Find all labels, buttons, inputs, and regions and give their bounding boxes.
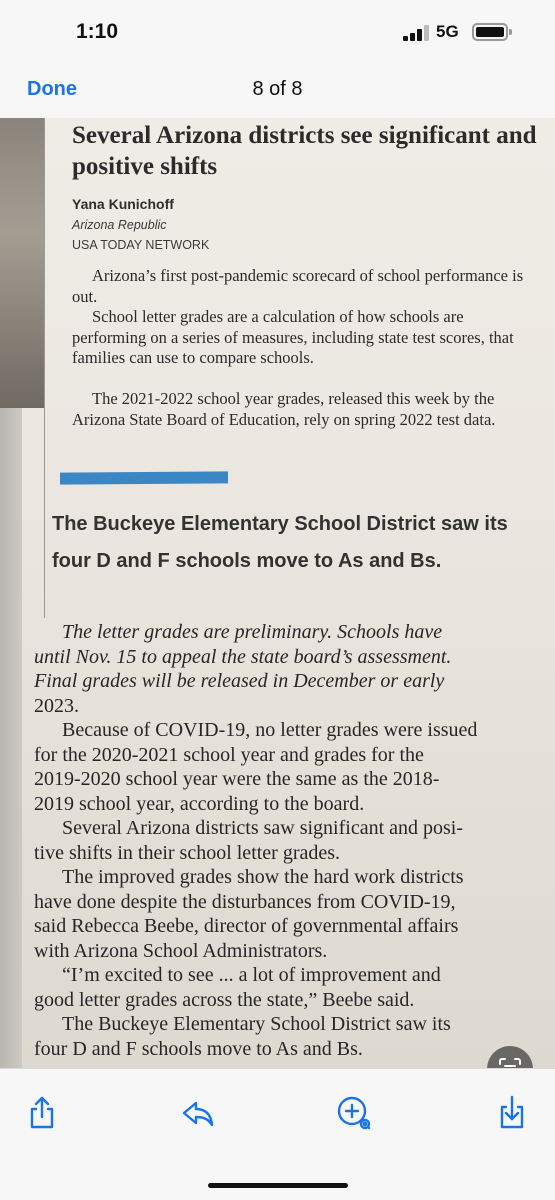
bottom-toolbar [0, 1068, 555, 1200]
pullquote: The Buckeye Elementary School District saw its four D and F schools move to As and Bs. [52, 513, 508, 572]
body-line: said Rebecca Beebe, director of governmental affairs [34, 915, 459, 937]
body-line: until Nov. 15 to appeal the state board’s assessment. [34, 645, 452, 668]
byline-organization: Arizona Republic [72, 218, 167, 232]
body-line: “I’m excited to see ... a lot of improvement and [62, 964, 441, 986]
article-paragraph: Arizona’s first post-pandemic scorecard of school performance is out. [72, 266, 524, 306]
share-icon[interactable] [22, 1093, 62, 1133]
body-line: Because of COVID-19, no letter grades were issued [62, 719, 478, 741]
body-line: The improved grades show the hard work districts [62, 866, 464, 888]
article-headline: Several Arizona districts see significant and positive shifts [72, 122, 537, 180]
pullquote-accent-bar [60, 471, 228, 484]
body-line: good letter grades across the state,” Beebe said. [34, 988, 415, 1011]
article-body [34, 620, 555, 1061]
body-line: tive shifts in their school letter grades. [34, 841, 341, 864]
body-line: have done despite the disturbances from COVID-19, [34, 890, 456, 913]
body-line: Final grades will be released in December or early [34, 670, 445, 692]
body-line: The letter grades are preliminary. Schools have [62, 621, 443, 643]
page-indicator: 8 of 8 [252, 78, 303, 100]
body-line: 2019-2020 school year were the same as the 2018- [34, 768, 440, 790]
document-photo [0, 118, 555, 1068]
column-rule [44, 118, 45, 618]
nav-bar [0, 64, 555, 118]
article-paragraph: The 2021-2022 school year grades, released this week by the Arizona State Board of Education, rely on spring 2022 test data. [72, 389, 496, 429]
markup-icon[interactable] [334, 1093, 374, 1133]
reply-icon[interactable] [178, 1093, 218, 1133]
byline-name: Yana Kunichoff [72, 196, 174, 212]
home-indicator[interactable] [208, 1183, 348, 1188]
byline-network: USA TODAY NETWORK [72, 238, 210, 252]
cellular-signal-icon [403, 25, 429, 41]
body-line: Several Arizona districts saw significant and posi- [62, 817, 464, 839]
body-line: for the 2020-2021 school year and grades for the [34, 743, 424, 766]
body-line: 2019 school year, according to the board. [34, 792, 365, 815]
body-line: with Arizona School Administrators. [34, 939, 328, 962]
done-button[interactable]: Done [27, 78, 77, 100]
article-paragraph: School letter grades are a calculation of how schools are performing on a series of measures, including state test scores, that families can use to compare schools. [72, 307, 514, 367]
adjacent-photo [0, 118, 44, 408]
status-time: 1:10 [76, 20, 119, 43]
download-icon[interactable] [492, 1093, 532, 1133]
status-bar [0, 0, 555, 64]
body-line: 2023. [34, 694, 79, 717]
body-line: four D and F schools move to As and Bs. [34, 1037, 363, 1060]
network-type: 5G [436, 22, 459, 41]
body-line: The Buckeye Elementary School District saw its [62, 1013, 451, 1035]
battery-icon [472, 23, 508, 41]
